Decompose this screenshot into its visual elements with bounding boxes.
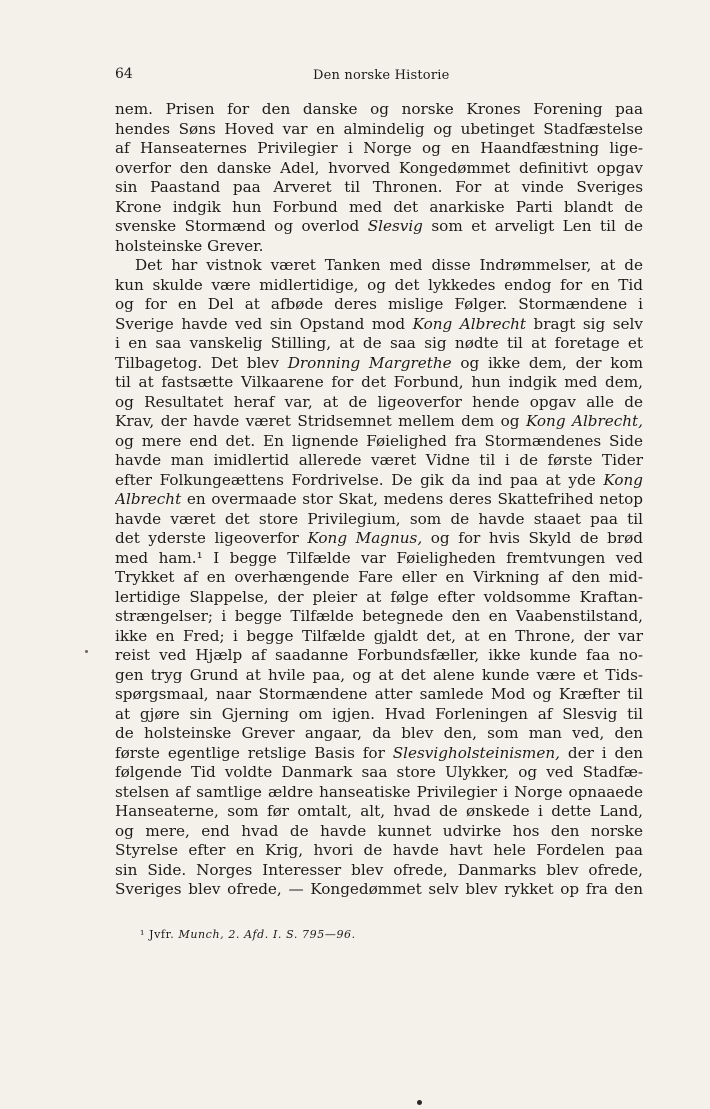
- body-text: [115, 100, 643, 900]
- text-segment: som et arveligt Len til de: [422, 217, 643, 235]
- text-segment: Krone indgik hun Forbund med det anarkiske Parti blandt de: [115, 197, 643, 216]
- text-segment: til at fastsætte Vilkaarene for det Forbund, hun indgik med dem,: [115, 373, 643, 391]
- text-segment: Styrelse efter en Krig, hvori de havde havt hele Fordelen paa: [115, 841, 643, 859]
- text-line: [115, 627, 643, 647]
- text-line: [115, 490, 643, 510]
- text-segment: havde man imidlertid allerede været Vidne til i de første Tider: [115, 451, 643, 469]
- text-line: [115, 549, 643, 569]
- text-line: [115, 237, 643, 257]
- text-line: [115, 529, 643, 549]
- text-segment: nem. Prisen for den danske og norske Krones Forening paa: [115, 100, 643, 118]
- footnote-marker: ¹: [140, 928, 146, 941]
- text-segment: Tilbagetog. Det blev: [115, 353, 288, 372]
- italic-segment: Kong Albrecht,: [525, 412, 643, 430]
- text-line: [115, 783, 643, 803]
- text-segment: en overmaade stor Skat, medens deres Skattefrihed netop: [181, 490, 643, 508]
- text-segment: første egentlige retslige Basis for: [115, 743, 393, 762]
- text-line: [115, 178, 643, 198]
- text-segment: og mere, end hvad de havde kunnet udvirke hos den norske: [115, 821, 643, 840]
- italic-segment: Kong: [603, 470, 643, 489]
- text-line: [115, 822, 643, 842]
- page-header: [115, 66, 640, 90]
- paragraph: [115, 100, 643, 900]
- italic-segment: Albrecht: [115, 490, 182, 508]
- text-segment: følgende Tid voldte Danmark saa store Ulykker, og ved Stadfæ-: [115, 763, 643, 781]
- text-line: [115, 100, 643, 120]
- text-line: [115, 412, 643, 432]
- text-line: [115, 354, 643, 374]
- text-segment: reist ved Hjælp af saadanne Forbundsfæller, ikke kunde faa no-: [115, 646, 643, 664]
- text-segment: de holsteinske Grever angaar, da blev den, som man ved, den: [115, 724, 643, 742]
- text-segment: sin Paastand paa Arveret til Thronen. For at vinde Sveriges: [115, 178, 643, 196]
- text-segment: spørgsmaal, naar Stormændene atter samlede Mod og Kræfter til: [115, 685, 643, 703]
- text-segment: med ham.¹ I begge Tilfælde var Føieligheden fremtvungen ved: [115, 548, 643, 567]
- text-line: [115, 451, 643, 471]
- text-segment: Hanseaterne, som før omtalt, alt, hvad de ønskede i dette Land,: [115, 802, 643, 820]
- text-segment: Det har vistnok været Tanken med disse Indrømmelser, at de: [135, 256, 643, 274]
- text-segment: bragt sig selv: [525, 314, 643, 333]
- text-line: [115, 217, 643, 237]
- italic-segment: Dronning Margrethe: [287, 353, 452, 372]
- text-segment: stelsen af samtlige ældre hanseatiske Privilegier i Norge opnaaede: [115, 782, 643, 801]
- text-segment: og mere end det. En lignende Føielighed fra Stormændenes Side: [115, 431, 643, 450]
- text-segment: Sverige havde ved sin Opstand mod: [115, 314, 413, 333]
- text-segment: og for hvis Skyld de brød: [422, 529, 643, 547]
- text-line: [115, 841, 643, 861]
- text-line: [115, 139, 643, 159]
- text-line: [115, 861, 643, 881]
- running-title: Den norske Historie: [313, 68, 450, 83]
- text-line: [115, 471, 643, 491]
- paper-speck: [85, 650, 88, 653]
- text-segment: og for en Del at afbøde deres mislige Følger. Stormændene i: [115, 295, 643, 313]
- page-number: 64: [115, 66, 133, 82]
- text-line: [115, 334, 643, 354]
- signature-dot: [417, 1100, 422, 1105]
- text-segment: strængelser; i begge Tilfælde betegnede den en Vaabenstilstand,: [115, 607, 643, 625]
- text-segment: af Hanseaternes Privilegier i Norge og en Haandfæstning lige-: [115, 139, 643, 157]
- text-line: [115, 256, 643, 276]
- text-segment: Trykket af en overhængende Fare eller en Virkning af den mid-: [115, 568, 643, 586]
- text-line: [115, 763, 643, 783]
- text-segment: sin Side. Norges Interesser blev ofrede, Danmarks blev ofrede,: [115, 860, 643, 879]
- text-segment: kun skulde være midlertidige, og det lykkedes endog for en Tid: [115, 275, 643, 294]
- text-line: [115, 607, 643, 627]
- text-segment: ikke en Fred; i begge Tilfælde gjaldt det, at en Throne, der var: [115, 626, 643, 645]
- italic-segment: Slesvig: [367, 217, 423, 235]
- text-line: [115, 315, 643, 335]
- footnote-prefix: Jvfr.: [145, 928, 179, 941]
- text-line: [115, 373, 643, 393]
- text-line: [115, 646, 643, 666]
- footnote: [140, 928, 356, 941]
- text-segment: der i den: [559, 743, 643, 762]
- italic-segment: Kong Magnus,: [307, 529, 423, 547]
- text-line: [115, 510, 643, 530]
- text-line: [115, 724, 643, 744]
- text-segment: at gjøre sin Gjerning om igjen. Hvad Forleningen af Slesvig til: [115, 704, 643, 723]
- text-line: [115, 393, 643, 413]
- text-line: [115, 588, 643, 608]
- text-segment: overfor den danske Adel, hvorved Kongedømmet definitivt opgav: [115, 158, 643, 177]
- text-segment: i en saa vanskelig Stilling, at de saa sig nødte til at foretage et: [115, 334, 643, 352]
- text-line: [115, 744, 643, 764]
- italic-segment: Kong Albrecht: [412, 314, 526, 333]
- text-segment: hendes Søns Hoved var en almindelig og ubetinget Stadfæstelse: [115, 119, 643, 138]
- text-line: [115, 432, 643, 452]
- text-line: [115, 159, 643, 179]
- text-segment: svenske Stormænd og overlod: [115, 217, 368, 235]
- text-line: [115, 120, 643, 140]
- footnote-citation: Munch, 2. Afd. I. S. 795—96.: [178, 928, 356, 941]
- text-segment: holsteinske Grever.: [115, 236, 264, 255]
- text-line: [115, 276, 643, 296]
- text-segment: og ikke dem, der kom: [451, 353, 643, 372]
- text-line: [115, 295, 643, 315]
- text-segment: lertidige Slappelse, der pleier at følge efter voldsomme Kraftan-: [115, 587, 643, 606]
- text-segment: havde været det store Privilegium, som de havde staaet paa til: [115, 509, 643, 528]
- text-line: [115, 198, 643, 218]
- text-line: [115, 666, 643, 686]
- text-segment: gen tryg Grund at hvile paa, og at det alene kunde være et Tids-: [115, 665, 643, 684]
- text-segment: Sveriges blev ofrede, — Kongedømmet selv blev rykket op fra den: [115, 880, 643, 898]
- text-line: [115, 568, 643, 588]
- text-line: [115, 685, 643, 705]
- text-segment: og Resultatet heraf var, at de ligeoverfor hende opgav alle de: [115, 392, 643, 411]
- text-segment: efter Folkungeættens Fordrivelse. De gik da ind paa at yde: [115, 470, 604, 489]
- text-line: [115, 880, 643, 900]
- text-segment: det yderste ligeoverfor: [115, 529, 308, 547]
- italic-segment: Slesvigholsteinismen,: [392, 743, 560, 762]
- text-line: [115, 802, 643, 822]
- text-segment: Krav, der havde været Stridsemnet mellem dem og: [115, 412, 526, 430]
- text-line: [115, 705, 643, 725]
